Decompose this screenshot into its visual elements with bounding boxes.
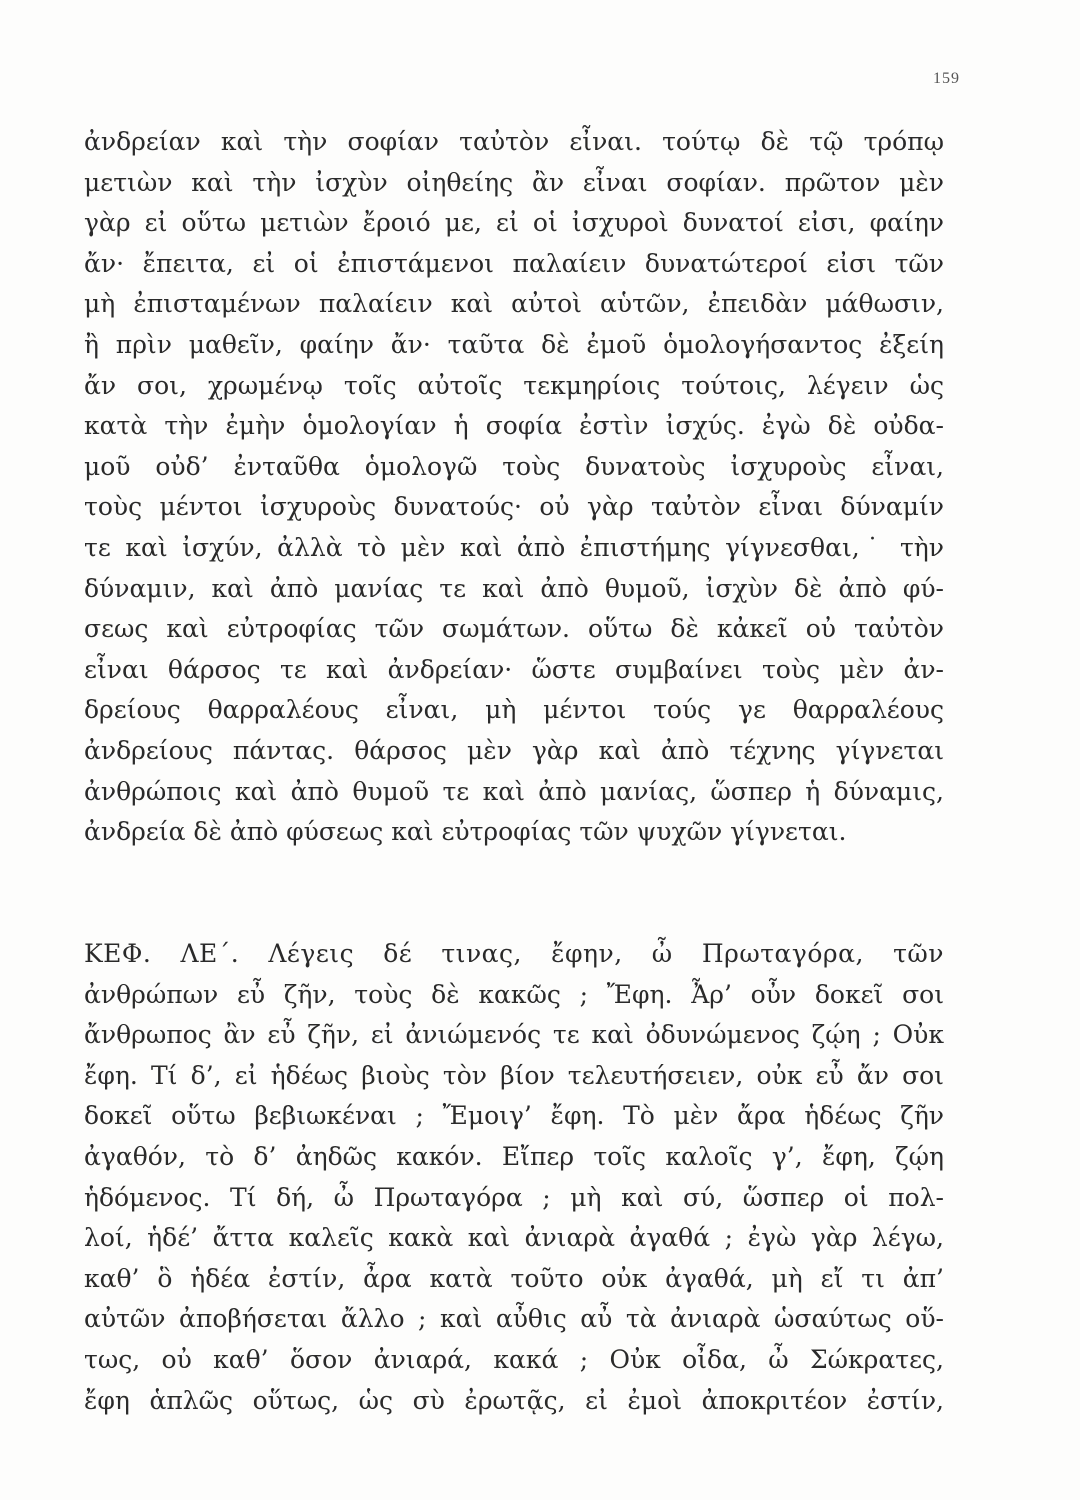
text-line: κατὰ τὴν ἐμὴν ὁμολογίαν ἡ σοφία ἐστὶν ἰσχύς. ἐγὼ δὲ οὐδα-: [84, 411, 944, 441]
text-line: σεως καὶ εὐτροφίας τῶν σωμάτων. οὕτω δὲ κἀκεῖ οὐ ταὐτὸν: [84, 614, 944, 644]
paragraph-1: [84, 122, 944, 853]
text-line: γὰρ εἰ οὕτω μετιὼν ἔροιό με, εἰ οἱ ἰσχυροὶ δυνατοί εἰσι, φαίην: [84, 208, 944, 238]
text-line: δύναμιν, καὶ ἀπὸ μανίας τε καὶ ἀπὸ θυμοῦ, ἰσχὺν δὲ ἀπὸ φύ-: [84, 573, 944, 603]
text-line: τως, οὐ καθ’ ὅσον ἀνιαρά, κακά ; Οὐκ οἶδα, ὦ Σώκρατες,: [84, 1344, 944, 1374]
text-line: αὐτῶν ἀποβήσεται ἄλλο ; καὶ αὖθις αὖ τὰ ἀνιαρὰ ὡσαύτως οὕ-: [84, 1304, 944, 1334]
text-line: ἀνδρείαν καὶ τὴν σοφίαν ταὐτὸν εἶναι. τούτῳ δὲ τῷ τρόπῳ: [84, 127, 944, 156]
text-line: ἄν σοι, χρωμένῳ τοῖς αὐτοῖς τεκμηρίοις τούτοις, λέγειν ὡς: [84, 370, 944, 400]
text-line: μὴ ἐπισταμένων παλαίειν καὶ αὐτοὶ αὑτῶν, ἐπειδὰν μάθωσιν,: [84, 289, 944, 319]
page-number: 159: [933, 70, 960, 87]
text-line: ἡδόμενος. Τί δή, ὦ Πρωταγόρα ; μὴ καὶ σύ, ὥσπερ οἱ πολ-: [84, 1182, 944, 1212]
text-line: καθ’ ὃ ἡδέα ἐστίν, ἆρα κατὰ τοῦτο οὐκ ἀγαθά, μὴ εἴ τι ἀπ’: [84, 1263, 944, 1293]
text-line: τοὺς μέντοι ἰσχυροὺς δυνατούς· οὐ γὰρ ταὐτὸν εἶναι δύναμίν: [84, 492, 944, 522]
text-line: τε καὶ ἰσχύν, ἀλλὰ τὸ μὲν καὶ ἀπὸ ἐπιστήμης γίγνεσθαι,˙ τὴν: [84, 532, 944, 562]
text-line: δοκεῖ οὕτω βεβιωκέναι ; Ἔμοιγ’ ἔφη. Τὸ μὲν ἄρα ἡδέως ζῆν: [84, 1101, 944, 1131]
text-line: εἶναι θάρσος τε καὶ ἀνδρείαν· ὥστε συμβαίνει τοὺς μὲν ἀν-: [84, 654, 944, 684]
text-line: ἔφη ἁπλῶς οὕτως, ὡς σὺ ἐρωτᾷς, εἰ ἐμοὶ ἀποκριτέον ἐστίν,: [84, 1385, 944, 1415]
chapter-heading-line: ΚΕΦ. ΛΕ΄. Λέγεις δέ τινας, ἔφην, ὦ Πρωταγόρα, τῶν: [84, 939, 944, 968]
text-line: ἢ πρὶν μαθεῖν, φαίην ἄν· ταῦτα δὲ ἐμοῦ ὁμολογήσαντος ἐξείη: [84, 329, 944, 359]
text-line: ἄνθρωπος ἂν εὖ ζῆν, εἰ ἀνιώμενός τε καὶ ὀδυνώμενος ζῴη ; Οὐκ: [84, 1020, 944, 1050]
text-line: ἀγαθόν, τὸ δ’ ἀηδῶς κακόν. Εἴπερ τοῖς καλοῖς γ’, ἔφη, ζῴη: [84, 1141, 944, 1171]
text-line: ἄν· ἔπειτα, εἰ οἱ ἐπιστάμενοι παλαίειν δυνατώτεροί εἰσι τῶν: [84, 248, 944, 278]
text-line: μετιὼν καὶ τὴν ἰσχὺν οἰηθείης ἂν εἶναι σοφίαν. πρῶτον μὲν: [84, 167, 944, 197]
paragraph-2: [84, 934, 944, 1421]
text-line: ἀνθρώπων εὖ ζῆν, τοὺς δὲ κακῶς ; Ἔφη. Ἆρ’ οὖν δοκεῖ σοι: [84, 979, 944, 1009]
text-line: μοῦ οὐδ’ ἐνταῦθα ὁμολογῶ τοὺς δυνατοὺς ἰσχυροὺς εἶναι,: [84, 451, 944, 481]
text-line: ἀνθρώποις καὶ ἀπὸ θυμοῦ τε καὶ ἀπὸ μανίας, ὥσπερ ἡ δύναμις,: [84, 776, 944, 806]
text-line: δρείους θαρραλέους εἶναι, μὴ μέντοι τούς γε θαρραλέους: [84, 695, 944, 725]
text-line: ἔφη. Τί δ’, εἰ ἡδέως βιοὺς τὸν βίον τελευτήσειεν, οὐκ εὖ ἄν σοι: [84, 1060, 944, 1090]
text-line: ἀνδρεία δὲ ἀπὸ φύσεως καὶ εὐτροφίας τῶν ψυχῶν γίγνεται.: [84, 817, 847, 847]
text-line: λοί, ἡδέ’ ἄττα καλεῖς κακὰ καὶ ἀνιαρὰ ἀγαθά ; ἐγὼ γὰρ λέγω,: [84, 1223, 944, 1253]
text-line: ἀνδρείους πάντας. θάρσος μὲν γὰρ καὶ ἀπὸ τέχνης γίγνεται: [84, 735, 944, 765]
